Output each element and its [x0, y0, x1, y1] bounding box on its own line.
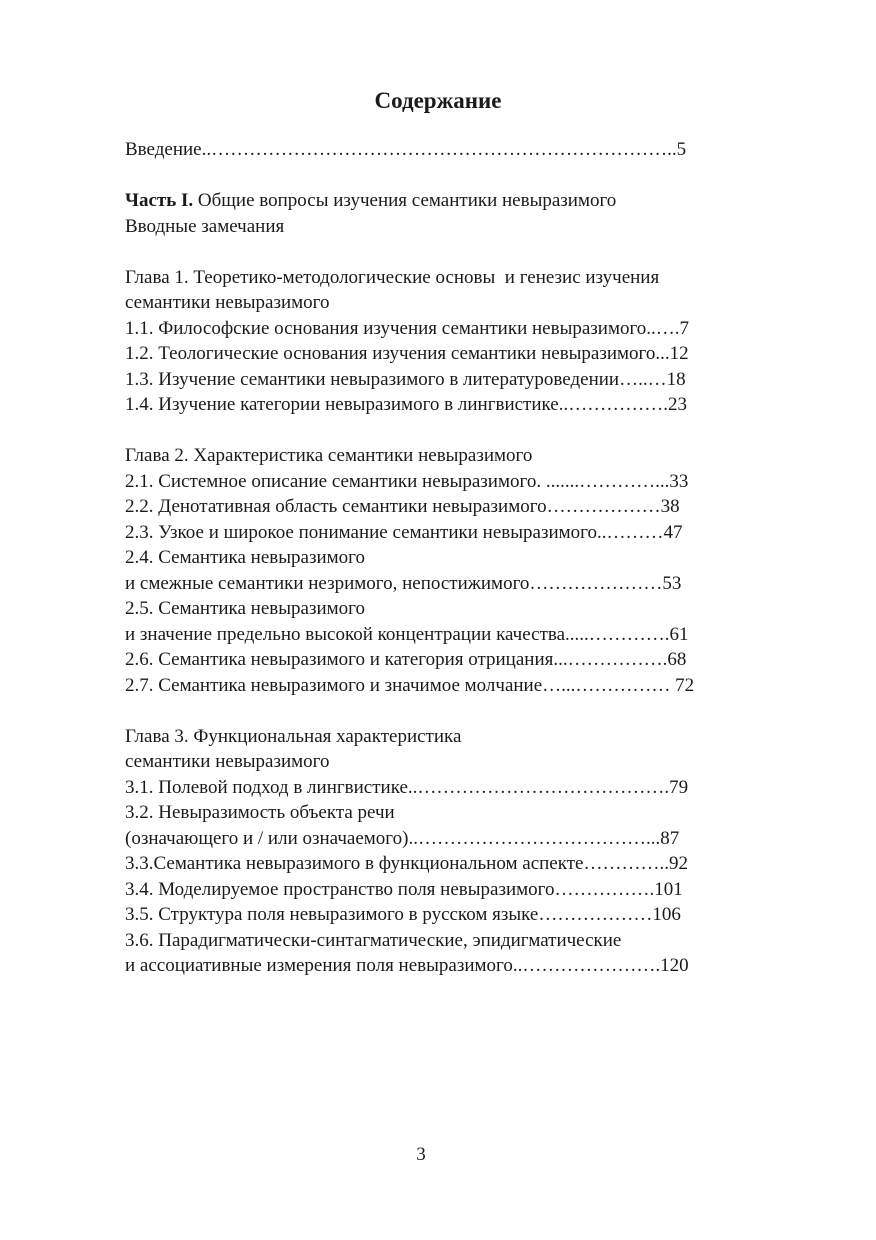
table-of-contents — [125, 137, 785, 979]
toc-entry: 1.4. Изучение категории невыразимого в лингвистике..…………….23 — [125, 394, 687, 415]
spacer — [125, 239, 785, 265]
toc-entry-cont: и ассоциативные измерения поля невыразимого..………………….120 — [125, 955, 689, 976]
toc-entry-cont: и смежные семантики незримого, непостижимого…………………53 — [125, 572, 682, 594]
toc-entry: 1.3. Изучение семантики невыразимого в литературоведении…..…18 — [125, 368, 686, 390]
toc-part-heading — [125, 188, 785, 214]
toc-entry: 2.7. Семантика невыразимого и значимое молчание…...…………… 72 — [125, 674, 695, 696]
toc-entry: 3.6. Парадигматически-синтагматические, эпидигматические — [125, 929, 622, 951]
page-number: 3 — [416, 1144, 426, 1165]
toc-part-intro: Вводные замечания — [125, 215, 285, 237]
toc-entry: 2.5. Семантика невыразимого — [125, 598, 365, 619]
toc-entry: 2.2. Денотативная область семантики невыразимого………………38 — [125, 496, 680, 517]
spacer — [125, 698, 785, 724]
toc-entry: 1.1. Философские основания изучения семантики невыразимого..….7 — [125, 317, 690, 339]
toc-entry: 2.6. Семантика невыразимого и категория отрицания...…………….68 — [125, 649, 687, 670]
toc-entry: 3.4. Моделируемое пространство поля невыразимого…………….101 — [125, 878, 683, 900]
toc-entry: 3.5. Структура поля невыразимого в русском языке………………106 — [125, 904, 681, 925]
toc-entry: 2.1. Системное описание семантики невыразимого. .......…………...33 — [125, 470, 689, 492]
part-label: Часть I. — [125, 190, 194, 211]
page-title: Содержание — [374, 88, 502, 113]
toc-entry: 3.1. Полевой подход в лингвистике..………………………………….79 — [125, 776, 689, 798]
chapter-1-title-cont: семантики невыразимого — [125, 292, 330, 313]
spacer — [125, 163, 785, 189]
toc-entry: 3.2. Невыразимость объекта речи — [125, 802, 395, 823]
chapter-3-title-cont: семантики невыразимого — [125, 751, 330, 772]
chapter-2-title: Глава 2. Характеристика семантики невыразимого — [125, 445, 533, 466]
toc-entry-cont: (означающего и / или означаемого)..………………………………...87 — [125, 827, 680, 849]
part-title: Общие вопросы изучения семантики невыразимого — [193, 190, 617, 211]
toc-entry: 2.3. Узкое и широкое понимание семантики невыразимого..………47 — [125, 521, 683, 543]
toc-entry: 1.2. Теологические основания изучения семантики невыразимого...12 — [125, 343, 689, 364]
chapter-3-title: Глава 3. Функциональная характеристика — [125, 725, 462, 747]
spacer — [125, 418, 785, 444]
chapter-1-title: Глава 1. Теоретико-методологические основы и генезис изучения — [125, 266, 660, 288]
toc-entry-intro: Введение..………………………………………………………………..5 — [125, 139, 687, 160]
toc-entry-cont: и значение предельно высокой концентрации качества.....………….61 — [125, 623, 689, 645]
toc-entry: 2.4. Семантика невыразимого — [125, 547, 365, 568]
toc-entry: 3.3.Семантика невыразимого в функциональном аспекте…………..92 — [125, 853, 688, 874]
